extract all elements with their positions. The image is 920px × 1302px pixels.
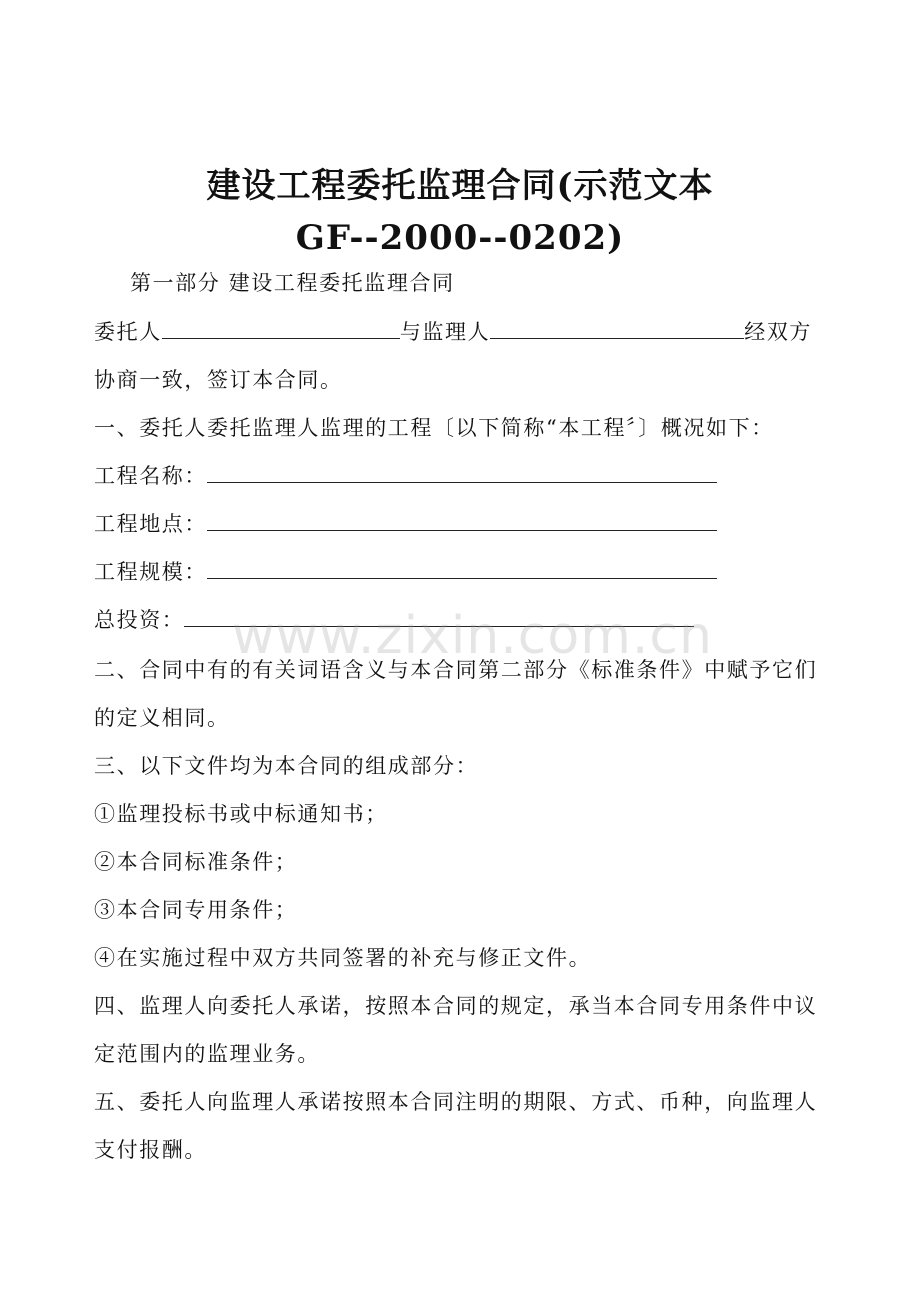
list-item-3: ③本合同专用条件； bbox=[94, 898, 298, 922]
project-scale-blank bbox=[207, 560, 717, 579]
project-name-blank bbox=[207, 464, 717, 483]
project-scale-label: 工程规模： bbox=[94, 560, 207, 584]
section-4-line2: 定范围内的监理业务。 bbox=[94, 1042, 320, 1066]
project-location-row bbox=[94, 510, 834, 538]
project-scale-row bbox=[94, 558, 834, 586]
parties-continuation: 协商一致，签订本合同。 bbox=[94, 368, 343, 392]
project-name-label: 工程名称： bbox=[94, 464, 207, 488]
part-heading: 第一部分 建设工程委托监理合同 bbox=[130, 271, 455, 295]
section-5-line1: 五、委托人向监理人承诺按照本合同注明的期限、方式、币种，向监理人 bbox=[94, 1090, 818, 1114]
project-name-row bbox=[94, 462, 834, 490]
section-2-line1: 二、合同中有的有关词语含义与本合同第二部分《标准条件》中赋予它们 bbox=[94, 658, 818, 682]
document-title-line2: GF--2000--0202) bbox=[295, 218, 625, 258]
total-investment-label: 总投资： bbox=[94, 608, 185, 632]
project-location-blank bbox=[207, 512, 717, 531]
parties-line bbox=[94, 318, 834, 346]
section-4-line1: 四、监理人向委托人承诺，按照本合同的规定，承当本合同专用条件中议 bbox=[94, 994, 818, 1018]
parties-tail: 经双方 bbox=[744, 320, 813, 344]
list-item-2: ②本合同标准条件； bbox=[94, 850, 298, 874]
document-title-line1: 建设工程委托监理合同(示范文本 bbox=[206, 166, 714, 206]
section-1: 一、委托人委托监理人监理的工程〔以下简称“本工程〞〕概况如下： bbox=[94, 416, 774, 440]
project-location-label: 工程地点： bbox=[94, 512, 207, 536]
list-item-1: ①监理投标书或中标通知书； bbox=[94, 802, 388, 826]
client-label: 委托人 bbox=[94, 320, 162, 344]
supervisor-label: 与监理人 bbox=[399, 320, 491, 344]
list-item-4: ④在实施过程中双方共同签署的补充与修正文件。 bbox=[94, 946, 592, 970]
supervisor-blank bbox=[490, 320, 744, 339]
section-2-line2: 的定义相同。 bbox=[94, 706, 230, 730]
watermark: www.zixin.com.cn bbox=[232, 606, 713, 666]
section-3: 三、以下文件均为本合同的组成部分： bbox=[94, 754, 479, 778]
section-5-line2: 支付报酬。 bbox=[94, 1138, 207, 1162]
client-blank bbox=[162, 320, 400, 339]
